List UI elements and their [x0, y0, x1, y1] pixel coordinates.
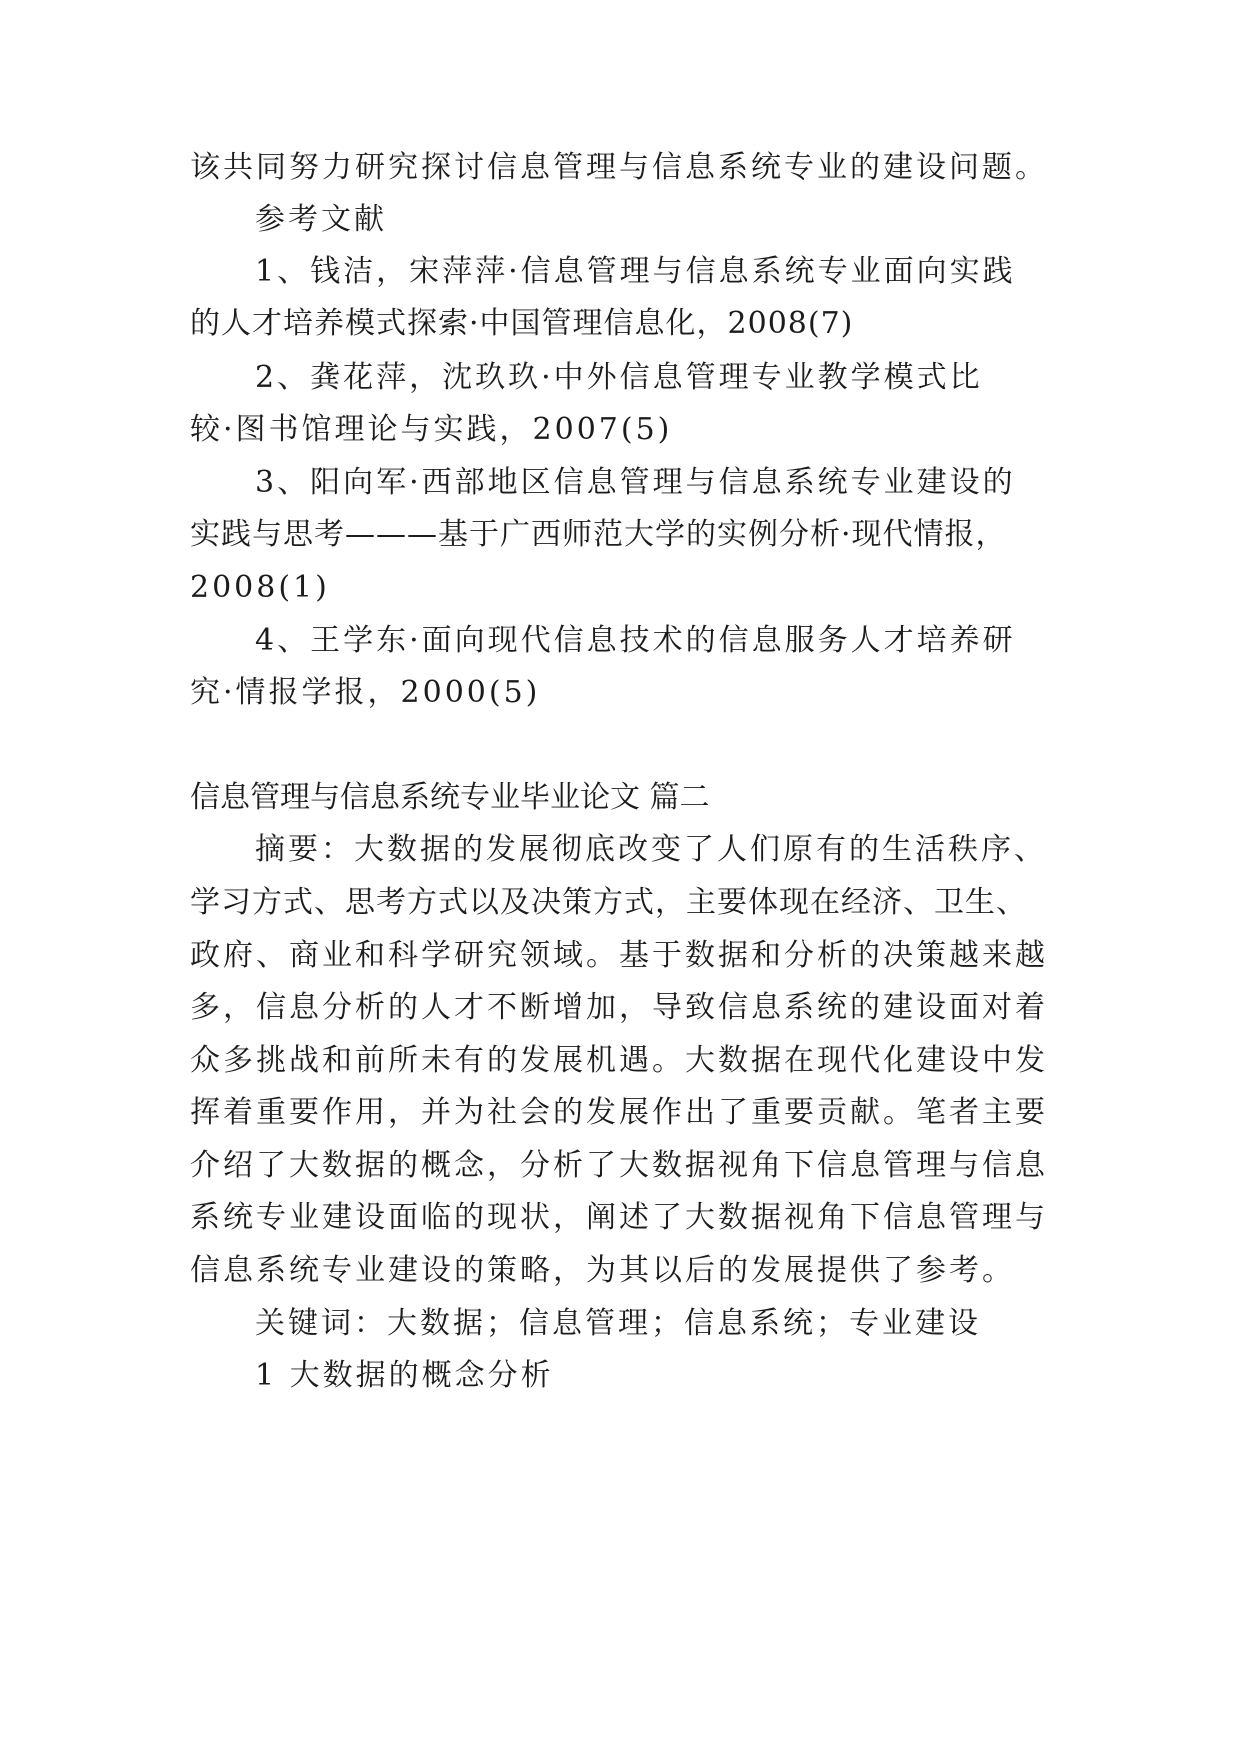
abstract-line: 摘要：大数据的发展彻底改变了人们原有的生活秩序、	[255, 832, 1047, 867]
subsection-heading: 1 大数据的概念分析	[255, 1358, 554, 1393]
abstract-line: 学习方式、思考方式以及决策方式，主要体现在经济、卫生、	[190, 885, 1027, 920]
abstract-line: 众多挑战和前所未有的发展机遇。大数据在现代化建设中发	[190, 1043, 1048, 1078]
abstract-line: 系统专业建设面临的现状，阐述了大数据视角下信息管理与	[190, 1200, 1048, 1235]
abstract-line: 介绍了大数据的概念，分析了大数据视角下信息管理与信息	[190, 1148, 1048, 1183]
keywords-line: 关键词：大数据；信息管理；信息系统；专业建设	[255, 1306, 981, 1341]
reference-item-line: 较·图书馆理论与实践，2007(5)	[190, 412, 673, 447]
abstract-line: 多，信息分析的人才不断增加，导致信息系统的建设面对着	[190, 990, 1048, 1025]
section-title: 信息管理与信息系统专业毕业论文 篇二	[190, 780, 710, 815]
reference-item-line: 实践与思考———基于广西师范大学的实例分析·现代情报，	[190, 517, 1007, 552]
reference-item-line: 4、王学东·面向现代信息技术的信息服务人才培养研	[255, 623, 1016, 658]
abstract-line: 政府、商业和科学研究领域。基于数据和分析的决策越来越	[190, 938, 1048, 973]
references-heading: 参考文献	[255, 202, 387, 237]
abstract-line: 挥着重要作用，并为社会的发展作出了重要贡献。笔者主要	[190, 1095, 1048, 1130]
reference-item-line: 2、龚花萍，沈玖玖·中外信息管理专业教学模式比	[255, 360, 983, 395]
abstract-line: 信息系统专业建设的策略，为其以后的发展提供了参考。	[190, 1253, 1015, 1288]
reference-item-line: 1、钱洁，宋萍萍·信息管理与信息系统专业面向实践	[255, 254, 1016, 289]
body-text-line: 该共同努力研究探讨信息管理与信息系统专业的建设问题。	[190, 150, 1048, 185]
reference-item-line: 究·情报学报，2000(5)	[190, 675, 541, 710]
reference-item-line: 2008(1)	[190, 570, 330, 605]
reference-item-line: 3、阳向军·西部地区信息管理与信息系统专业建设的	[255, 465, 1016, 500]
reference-item-line: 的人才培养模式探索·中国管理信息化，2008(7)	[190, 306, 854, 341]
